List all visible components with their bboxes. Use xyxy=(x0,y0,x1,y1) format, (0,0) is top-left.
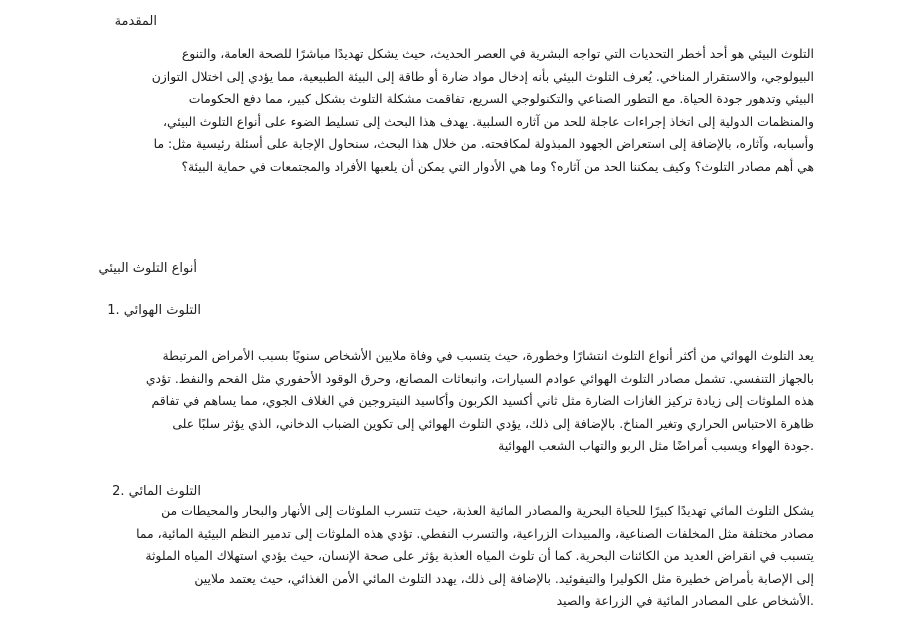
intro-paragraph xyxy=(103,43,814,178)
intro-line: والمنظمات الدولية إلى اتخاذ إجراءات عاجلة للحد من آثاره السلبية. يهدف هذا البحث إلى تسليط الضوء على أنواع التلوث البيئي، xyxy=(163,113,814,129)
air-line: ظاهرة الاحتباس الحراري وتغير المناخ. بالإضافة إلى ذلك، يؤدي التلوث الهوائي إلى تكوين الضباب الدخاني، الذي يؤثر سلبًا على xyxy=(172,415,814,431)
intro-line: وأسبابه، وآثاره، بالإضافة إلى استعراض الجهود المبذولة لمكافحته. من خلال هذا البحث، سنحاول الإجابة على أسئلة رئيسية مثل: ما xyxy=(153,136,814,151)
intro-line: هي أهم مصادر التلوث؟ وكيف يمكننا الحد من آثاره؟ وما هي الأدوار التي يمكن أن يلعبها الأفراد والمجتمعات في حماية البيئة؟ xyxy=(181,158,814,174)
water-line: يتسبب في انقراض العديد من الكائنات البحرية. كما أن تلوث المياه العذبة يؤثر على صحة الإنسان، حيث يؤدي استهلاك المياه الملوثة xyxy=(145,548,814,563)
air-pollution-heading: التلوث الهوائي .1 xyxy=(107,303,201,318)
water-pollution-heading: التلوث المائي .2 xyxy=(112,484,201,499)
intro-line: التلوث البيئي هو أحد أخطر التحديات التي تواجه البشرية في العصر الحديث، حيث يشكل تهديدًا مباشرًا للصحة العامة، والتنوع xyxy=(181,46,814,61)
water-line: إلى الإصابة بأمراض خطيرة مثل الكوليرا والتيفوئيد. بالإضافة إلى ذلك، يهدد التلوث المائي الأمن الغذائي، حيث يعتمد ملايين xyxy=(194,570,814,586)
water-line: .الأشخاص على المصادر المائية في الزراعة والصيد xyxy=(556,593,814,608)
air-line: .جودة الهواء ويسبب أمراضًا مثل الربو والتهاب الشعب الهوائية xyxy=(498,438,814,453)
intro-line: البيئي وتدهور جودة الحياة. مع التطور الصناعي والتكنولوجي السريع، تفاقمت مشكلة التلوث بشكل كبير، مما دفع الحكومات xyxy=(188,91,814,106)
water-line: يشكل التلوث المائي تهديدًا كبيرًا للحياة البحرية والمصادر المائية العذبة، حيث تتسرب الملوثات إلى الأنهار والبحار والمحيطات من xyxy=(161,503,814,518)
intro-heading: المقدمة xyxy=(114,14,157,29)
types-heading: أنواع التلوث البيئي xyxy=(98,261,197,276)
air-line: يعد التلوث الهوائي من أكثر أنواع التلوث انتشارًا وخطورة، حيث يتسبب في وفاة ملايين الأشخاص سنويًا بسبب الأمراض المرتبطة xyxy=(162,348,814,363)
intro-line: البيولوجي، والاستقرار المناخي. يُعرف التلوث البيئي بأنه إدخال مواد ضارة أو طاقة إلى البيئة الطبيعية، مما يؤدي إلى اختلال التوازن xyxy=(151,68,814,84)
air-line: بالجهاز التنفسي. تشمل مصادر التلوث الهوائي عوادم السيارات، وانبعاثات المصانع، وحرق الوقود الأحفوري مثل الفحم والنفط. تؤدي xyxy=(145,370,814,386)
water-pollution-paragraph xyxy=(103,500,814,613)
air-pollution-paragraph xyxy=(103,345,814,458)
water-line: مصادر مختلفة مثل المخلفات الصناعية، والمبيدات الزراعية، والتسرب النفطي. تؤدي هذه الملوثات إلى تدمير النظم البيئية المائية، مما xyxy=(136,525,814,541)
air-line: هذه الملوثات إلى زيادة تركيز الغازات الضارة مثل ثاني أكسيد الكربون وأكاسيد النيتروجين في الغلاف الجوي، مما يساهم في تفاقم xyxy=(151,393,814,408)
